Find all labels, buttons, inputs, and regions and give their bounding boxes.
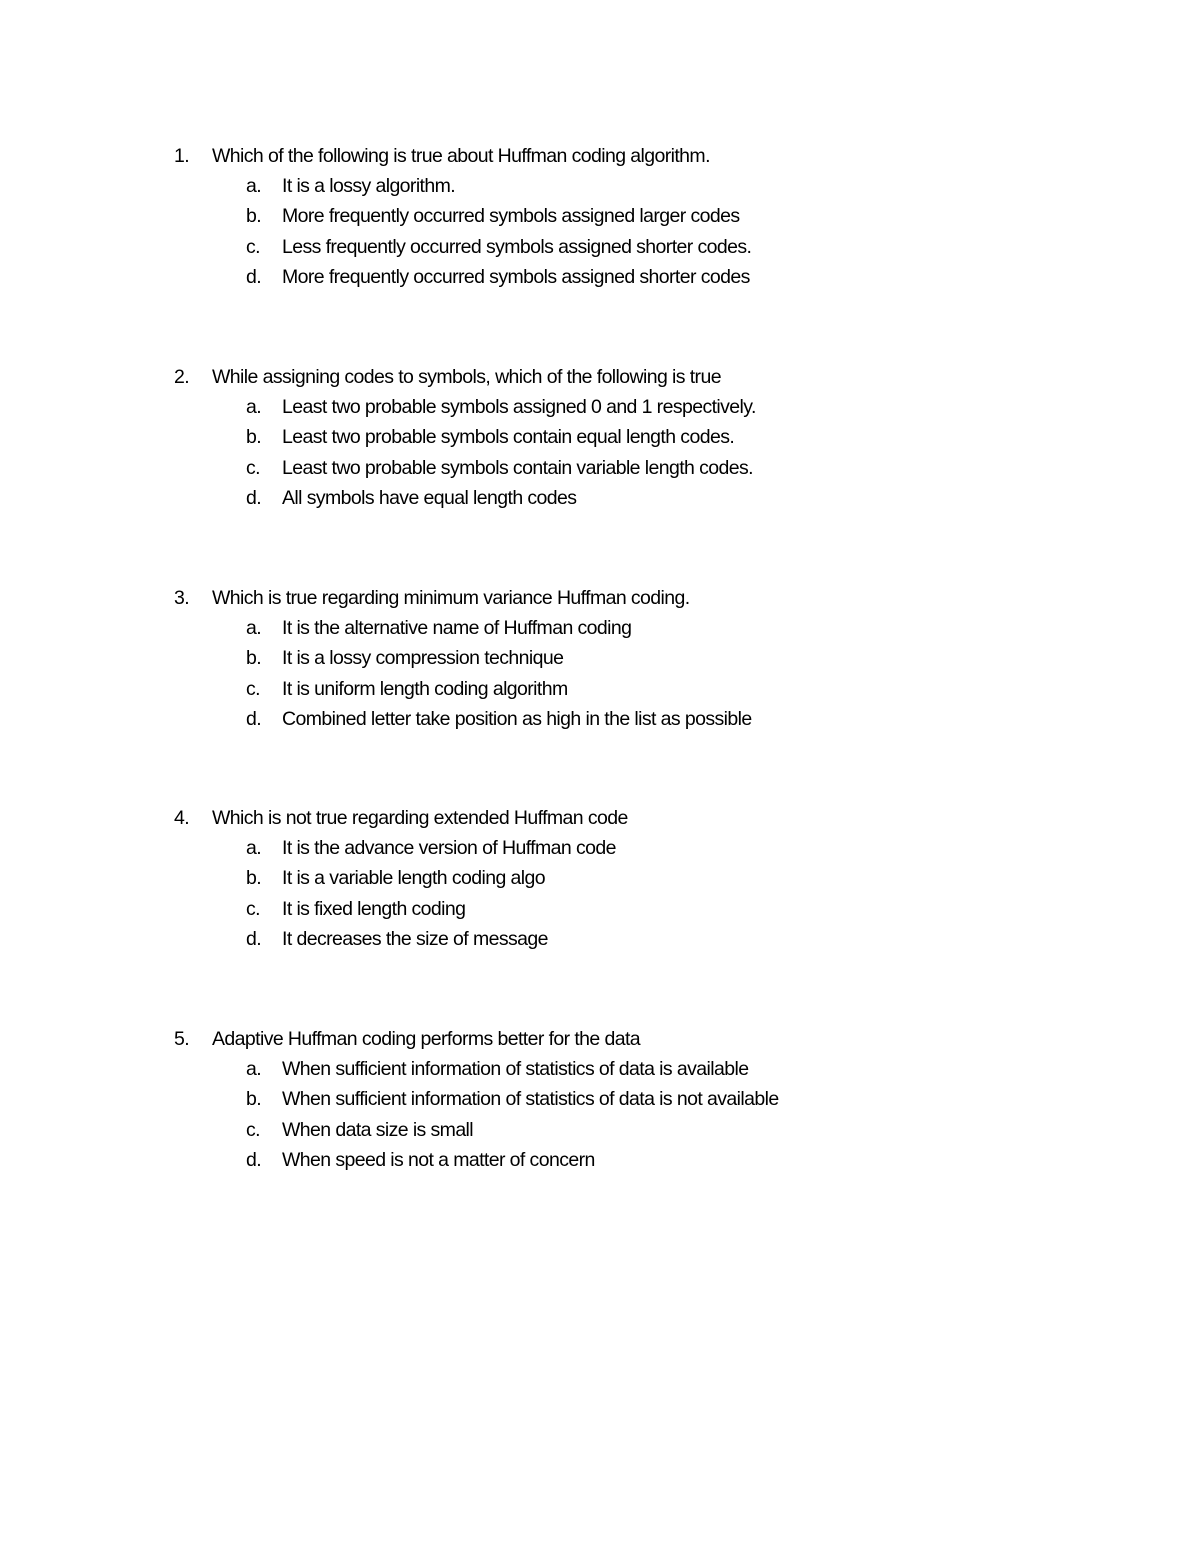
option-b [174,422,1074,452]
option-c [174,232,1074,262]
option-text: It is the alternative name of Huffman coding [282,617,632,640]
option-a [174,392,1074,422]
option-text: It is fixed length coding [282,897,466,920]
option-letter: d. [246,486,262,509]
question-2 [174,362,1074,513]
question-number: 4. [174,807,190,829]
option-letter: c. [246,1118,260,1141]
option-letter: b. [246,867,262,890]
option-text: More frequently occurred symbols assigned shorter codes [282,265,750,288]
option-letter: b. [246,426,262,449]
option-letter: a. [246,837,262,860]
question-number: 2. [174,366,190,388]
question-1 [174,141,1074,292]
option-d [174,924,1074,954]
question-3 [174,583,1074,734]
question-stem [174,1024,1074,1054]
option-b [174,643,1074,673]
option-letter: d. [246,707,262,730]
option-text: More frequently occurred symbols assigned larger codes [282,205,740,228]
option-text: It is uniform length coding algorithm [282,677,568,700]
option-text: When speed is not a matter of concern [282,1148,595,1171]
option-c [174,894,1074,924]
option-letter: a. [246,175,262,198]
option-letter: a. [246,617,262,640]
question-5 [174,1024,1074,1175]
option-letter: b. [246,205,262,228]
option-text: Combined letter take position as high in the list as possible [282,707,752,730]
option-letter: c. [246,677,260,700]
option-text: Less frequently occurred symbols assigned shorter codes. [282,235,752,258]
option-a [174,1054,1074,1084]
question-number: 5. [174,1028,190,1050]
option-text: It decreases the size of message [282,927,548,950]
option-text: When sufficient information of statistics of data is available [282,1058,749,1081]
option-c [174,674,1074,704]
question-stem [174,362,1074,392]
option-text: When data size is small [282,1118,474,1141]
option-text: It is a lossy compression technique [282,647,564,670]
option-letter: c. [246,897,260,920]
option-letter: a. [246,1058,262,1081]
option-text: Least two probable symbols assigned 0 and 1 respectively. [282,396,756,419]
option-letter: b. [246,1088,262,1111]
question-stem [174,803,1074,833]
question-number: 1. [174,145,190,167]
option-text: All symbols have equal length codes [282,486,577,509]
option-b [174,201,1074,231]
option-letter: d. [246,265,262,288]
option-a [174,171,1074,201]
question-text: While assigning codes to symbols, which of the following is true [212,366,721,388]
option-a [174,613,1074,643]
option-letter: a. [246,396,262,419]
option-c [174,1115,1074,1145]
option-text: Least two probable symbols contain equal length codes. [282,426,735,449]
option-text: Least two probable symbols contain variable length codes. [282,456,753,479]
question-text: Which is true regarding minimum variance Huffman coding. [212,587,690,609]
question-4 [174,803,1074,954]
option-d [174,262,1074,292]
option-letter: c. [246,235,260,258]
option-c [174,453,1074,483]
option-text: It is a variable length coding algo [282,867,546,890]
option-text: It is a lossy algorithm. [282,175,456,198]
question-number: 3. [174,587,190,609]
question-stem [174,583,1074,613]
question-text: Which of the following is true about Huffman coding algorithm. [212,145,710,167]
option-text: It is the advance version of Huffman code [282,837,616,860]
option-letter: b. [246,647,262,670]
option-letter: c. [246,456,260,479]
option-a [174,833,1074,863]
question-text: Which is not true regarding extended Huffman code [212,807,628,829]
question-text: Adaptive Huffman coding performs better for the data [212,1028,641,1050]
option-d [174,1145,1074,1175]
option-b [174,1084,1074,1114]
option-d [174,483,1074,513]
option-letter: d. [246,1148,262,1171]
option-d [174,704,1074,734]
question-stem [174,141,1074,171]
option-b [174,863,1074,893]
option-letter: d. [246,927,262,950]
option-text: When sufficient information of statistics of data is not available [282,1088,779,1111]
